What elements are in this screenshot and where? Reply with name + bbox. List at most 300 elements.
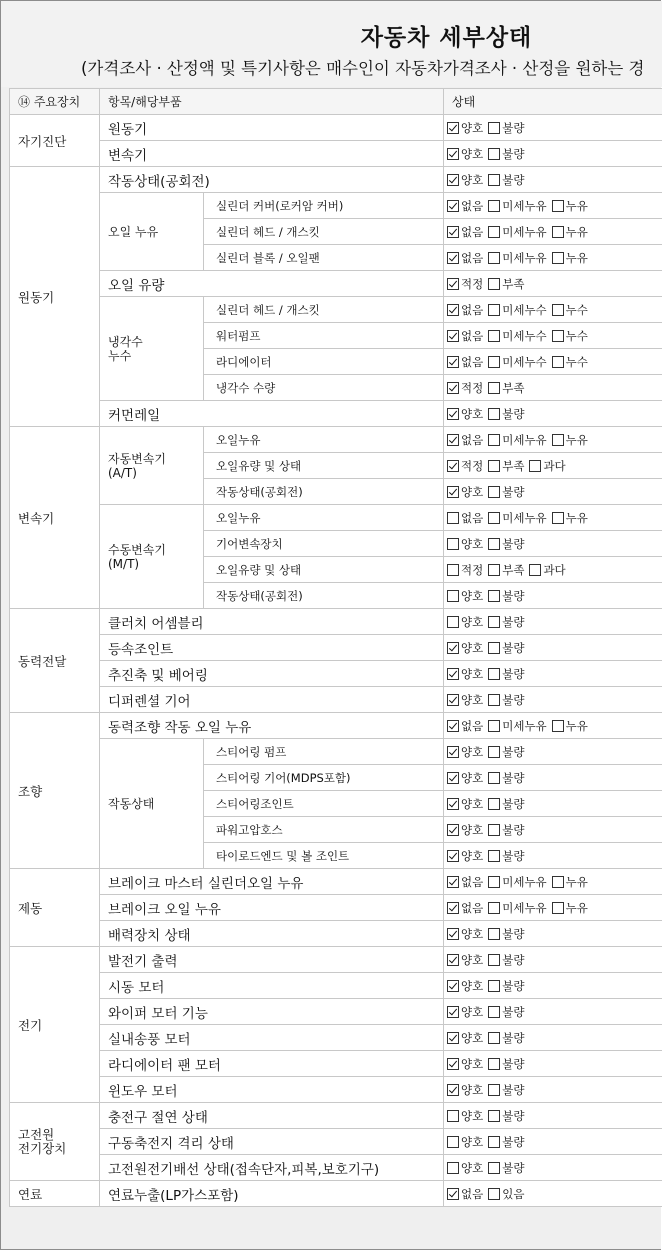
status-option[interactable] — [447, 354, 483, 370]
item-label: 작동상태(공회전) — [204, 583, 444, 609]
status-option-label: 없음 — [461, 510, 484, 525]
item-label: 스티어링조인트 — [204, 791, 444, 817]
status-cell — [444, 1025, 662, 1051]
status-option-label: 있음 — [502, 1186, 525, 1201]
status-option[interactable] — [447, 926, 483, 942]
status-option[interactable] — [488, 1134, 524, 1150]
status-option-label: 없음 — [461, 874, 484, 889]
status-option-label: 미세누유 — [502, 198, 547, 213]
status-option[interactable] — [447, 848, 483, 864]
status-option[interactable] — [488, 406, 524, 422]
checked-checkbox[interactable] — [447, 226, 459, 238]
checked-checkbox[interactable] — [447, 200, 459, 212]
status-option-label: 적정 — [461, 458, 484, 473]
status-option[interactable] — [488, 1004, 524, 1020]
table-row — [10, 505, 662, 531]
status-cell — [444, 453, 662, 479]
item-label: 워터펌프 — [204, 323, 444, 349]
checked-checkbox[interactable] — [447, 304, 459, 316]
status-option-label: 불량 — [502, 172, 525, 187]
page-subtitle: (가격조사 · 산정액 및 특기사항은 매수인이 자동차가격조사 · 산정을 원하는 경 — [81, 59, 645, 78]
checkbox[interactable] — [488, 304, 500, 316]
status-option-label: 불량 — [502, 822, 525, 837]
status-option[interactable] — [447, 458, 483, 474]
table-row — [10, 713, 662, 739]
status-option[interactable] — [447, 224, 483, 240]
checkbox[interactable] — [488, 122, 500, 134]
table-row — [10, 973, 662, 999]
checked-checkbox[interactable] — [447, 980, 459, 992]
checked-checkbox[interactable] — [447, 278, 459, 290]
checkbox[interactable] — [488, 772, 500, 784]
status-option[interactable] — [488, 796, 524, 812]
status-option[interactable] — [488, 250, 546, 266]
status-option-label: 누유 — [565, 250, 588, 265]
status-option[interactable] — [447, 640, 483, 656]
item-label: 발전기 출력 — [100, 947, 444, 973]
status-option[interactable] — [447, 198, 483, 214]
checkbox[interactable] — [529, 460, 541, 472]
item-label: 연료누출(LP가스포함) — [100, 1181, 444, 1207]
status-option[interactable] — [552, 328, 588, 344]
status-option[interactable] — [447, 146, 483, 162]
status-option[interactable] — [488, 900, 546, 916]
checkbox[interactable] — [488, 408, 500, 420]
item-label: 파워고압호스 — [204, 817, 444, 843]
status-option[interactable] — [488, 952, 524, 968]
checked-checkbox[interactable] — [447, 824, 459, 836]
checkbox[interactable] — [488, 928, 500, 940]
checkbox[interactable] — [488, 824, 500, 836]
status-option[interactable] — [488, 458, 524, 474]
status-option[interactable] — [488, 224, 546, 240]
checked-checkbox[interactable] — [447, 1032, 459, 1044]
status-option[interactable] — [488, 536, 524, 552]
status-option[interactable] — [447, 874, 483, 890]
status-option-label: 없음 — [461, 302, 484, 317]
status-option[interactable] — [447, 120, 483, 136]
status-option-label: 미세누유 — [502, 900, 547, 915]
checked-checkbox[interactable] — [447, 928, 459, 940]
status-cell — [444, 661, 662, 687]
status-option[interactable] — [447, 1160, 483, 1176]
status-option[interactable] — [488, 1082, 524, 1098]
status-option[interactable] — [447, 1056, 483, 1072]
checkbox[interactable] — [488, 1084, 500, 1096]
status-option[interactable] — [447, 380, 483, 396]
item-label: 등속조인트 — [100, 635, 444, 661]
status-cell — [444, 349, 662, 375]
checkbox[interactable] — [488, 954, 500, 966]
item-label: 실린더 블록 / 오일팬 — [204, 245, 444, 271]
checkbox[interactable] — [488, 512, 500, 524]
status-option-label: 적정 — [461, 276, 484, 291]
status-option[interactable] — [488, 692, 524, 708]
checkbox[interactable] — [488, 200, 500, 212]
checkbox[interactable] — [488, 616, 500, 628]
status-option[interactable] — [488, 1108, 524, 1124]
checkbox[interactable] — [488, 746, 500, 758]
status-option[interactable] — [488, 198, 546, 214]
checkbox[interactable] — [552, 512, 564, 524]
item-label: 라디에이터 — [204, 349, 444, 375]
table-row — [10, 141, 662, 167]
checkbox[interactable] — [488, 902, 500, 914]
status-option[interactable] — [552, 510, 588, 526]
checkbox[interactable] — [552, 876, 564, 888]
checkbox[interactable] — [488, 1162, 500, 1174]
checkbox[interactable] — [447, 590, 459, 602]
table-row — [10, 947, 662, 973]
checkbox[interactable] — [488, 798, 500, 810]
status-cell — [444, 427, 662, 453]
checked-checkbox[interactable] — [447, 746, 459, 758]
checkbox[interactable] — [552, 252, 564, 264]
checkbox[interactable] — [488, 382, 500, 394]
status-option-label: 불량 — [502, 536, 525, 551]
status-option[interactable] — [447, 718, 483, 734]
checked-checkbox[interactable] — [447, 460, 459, 472]
status-option-label: 양호 — [461, 1108, 484, 1123]
status-option[interactable] — [447, 588, 483, 604]
checkbox[interactable] — [488, 148, 500, 160]
checkbox[interactable] — [488, 226, 500, 238]
status-cell — [444, 323, 662, 349]
checkbox[interactable] — [488, 694, 500, 706]
checkbox[interactable] — [447, 1162, 459, 1174]
status-option-label: 불량 — [502, 978, 525, 993]
status-option-label: 누수 — [565, 302, 588, 317]
status-option[interactable] — [447, 484, 483, 500]
status-option[interactable] — [488, 1160, 524, 1176]
status-option[interactable] — [488, 328, 546, 344]
status-option[interactable] — [447, 1108, 483, 1124]
checkbox[interactable] — [552, 434, 564, 446]
status-option[interactable] — [447, 1134, 483, 1150]
item-label: 배력장치 상태 — [100, 921, 444, 947]
status-option[interactable] — [447, 796, 483, 812]
checkbox[interactable] — [447, 512, 459, 524]
table-row — [10, 1155, 662, 1181]
status-option-label: 양호 — [461, 744, 484, 759]
status-option-label: 없음 — [461, 250, 484, 265]
status-option-label: 불량 — [502, 406, 525, 421]
checkbox[interactable] — [552, 226, 564, 238]
status-option[interactable] — [488, 302, 546, 318]
checkbox[interactable] — [488, 668, 500, 680]
item-label: 클러치 어셈블리 — [100, 609, 444, 635]
checkbox[interactable] — [488, 564, 500, 576]
checkbox[interactable] — [447, 538, 459, 550]
checkbox[interactable] — [447, 1110, 459, 1122]
status-option[interactable] — [552, 900, 588, 916]
checkbox[interactable] — [488, 876, 500, 888]
status-option[interactable] — [488, 614, 524, 630]
status-option-label: 미세누유 — [502, 224, 547, 239]
checked-checkbox[interactable] — [447, 902, 459, 914]
checked-checkbox[interactable] — [447, 122, 459, 134]
checkbox[interactable] — [488, 1058, 500, 1070]
status-option-label: 양호 — [461, 978, 484, 993]
item-label: 변속기 — [100, 141, 444, 167]
checked-checkbox[interactable] — [447, 434, 459, 446]
checkbox[interactable] — [488, 590, 500, 602]
status-option[interactable] — [488, 1056, 524, 1072]
status-option[interactable] — [447, 978, 483, 994]
checked-checkbox[interactable] — [447, 148, 459, 160]
group-self-diagnosis: 자기진단 — [10, 115, 100, 167]
status-option[interactable] — [488, 588, 524, 604]
table-row — [10, 1181, 662, 1207]
checked-checkbox[interactable] — [447, 1188, 459, 1200]
item-label: 실린더 커버(로커암 커버) — [204, 193, 444, 219]
status-option-label: 불량 — [502, 926, 525, 941]
status-cell — [444, 557, 662, 583]
status-option[interactable] — [488, 1030, 524, 1046]
checked-checkbox[interactable] — [447, 772, 459, 784]
status-option[interactable] — [488, 510, 546, 526]
status-option[interactable] — [488, 1186, 524, 1202]
status-cell — [444, 973, 662, 999]
status-option[interactable] — [552, 302, 588, 318]
status-option-label: 없음 — [461, 432, 484, 447]
checked-checkbox[interactable] — [447, 330, 459, 342]
status-option[interactable] — [447, 510, 483, 526]
status-cell — [444, 947, 662, 973]
checked-checkbox[interactable] — [447, 1058, 459, 1070]
item-label: 오일 유량 — [100, 271, 444, 297]
checkbox[interactable] — [529, 564, 541, 576]
checked-checkbox[interactable] — [447, 798, 459, 810]
checkbox[interactable] — [488, 1188, 500, 1200]
checkbox[interactable] — [488, 174, 500, 186]
checkbox[interactable] — [552, 330, 564, 342]
checked-checkbox[interactable] — [447, 1084, 459, 1096]
status-option-label: 불량 — [502, 146, 525, 161]
status-option[interactable] — [488, 562, 524, 578]
status-option[interactable] — [447, 1030, 483, 1046]
status-option-label: 불량 — [502, 1160, 525, 1175]
status-option-label: 미세누유 — [502, 510, 547, 525]
status-option-label: 양호 — [461, 1030, 484, 1045]
status-option[interactable] — [447, 744, 483, 760]
checked-checkbox[interactable] — [447, 1006, 459, 1018]
status-cell — [444, 895, 662, 921]
status-option-label: 불량 — [502, 770, 525, 785]
checkbox[interactable] — [488, 980, 500, 992]
item-label: 실내송풍 모터 — [100, 1025, 444, 1051]
status-option[interactable] — [447, 614, 483, 630]
status-option[interactable] — [447, 172, 483, 188]
checkbox[interactable] — [552, 720, 564, 732]
checkbox[interactable] — [488, 486, 500, 498]
checked-checkbox[interactable] — [447, 252, 459, 264]
table-header-row — [10, 89, 662, 115]
table-row — [10, 921, 662, 947]
status-option[interactable] — [447, 900, 483, 916]
item-label: 오일누유 — [204, 427, 444, 453]
status-option[interactable] — [447, 432, 483, 448]
status-option[interactable] — [552, 874, 588, 890]
checkbox[interactable] — [488, 1136, 500, 1148]
status-option[interactable] — [488, 120, 524, 136]
table-row — [10, 1025, 662, 1051]
status-option[interactable] — [488, 354, 546, 370]
status-option-label: 불량 — [502, 744, 525, 759]
status-option[interactable] — [488, 276, 524, 292]
item-label: 윈도우 모터 — [100, 1077, 444, 1103]
status-cell — [444, 531, 662, 557]
status-option-label: 양호 — [461, 172, 484, 187]
item-label: 스티어링 펌프 — [204, 739, 444, 765]
status-option-label: 양호 — [461, 822, 484, 837]
checkbox[interactable] — [488, 642, 500, 654]
header-major-device: ⑭ 주요장치 — [10, 89, 100, 115]
table-row — [10, 1051, 662, 1077]
checked-checkbox[interactable] — [447, 954, 459, 966]
checked-checkbox[interactable] — [447, 486, 459, 498]
status-option[interactable] — [447, 302, 483, 318]
checkbox[interactable] — [488, 278, 500, 290]
item-label: 작동상태(공회전) — [204, 479, 444, 505]
status-option[interactable] — [488, 926, 524, 942]
subgroup-automatic-label: 자동변속기 (A/T) — [108, 451, 166, 480]
status-option-label: 양호 — [461, 614, 484, 629]
checkbox[interactable] — [447, 564, 459, 576]
item-label: 동력조향 작동 오일 누유 — [100, 713, 444, 739]
status-option[interactable] — [488, 432, 546, 448]
checkbox[interactable] — [552, 902, 564, 914]
checkbox[interactable] — [488, 538, 500, 550]
checkbox[interactable] — [488, 434, 500, 446]
status-option-label: 없음 — [461, 198, 484, 213]
status-option-label: 양호 — [461, 1134, 484, 1149]
status-option[interactable] — [488, 744, 524, 760]
checked-checkbox[interactable] — [447, 382, 459, 394]
status-option[interactable] — [488, 666, 524, 682]
status-option[interactable] — [488, 146, 524, 162]
status-cell — [444, 817, 662, 843]
checked-checkbox[interactable] — [447, 694, 459, 706]
table-row — [10, 687, 662, 713]
status-cell — [444, 245, 662, 271]
checkbox[interactable] — [488, 460, 500, 472]
checked-checkbox[interactable] — [447, 720, 459, 732]
status-option[interactable] — [447, 328, 483, 344]
status-option[interactable] — [488, 874, 546, 890]
status-option[interactable] — [488, 978, 524, 994]
checked-checkbox[interactable] — [447, 408, 459, 420]
checked-checkbox[interactable] — [447, 876, 459, 888]
checkbox[interactable] — [488, 1110, 500, 1122]
status-option[interactable] — [447, 250, 483, 266]
status-option[interactable] — [488, 640, 524, 656]
item-label: 오일유량 및 상태 — [204, 453, 444, 479]
status-option[interactable] — [447, 822, 483, 838]
status-option[interactable] — [447, 692, 483, 708]
status-option[interactable] — [447, 562, 483, 578]
status-option[interactable] — [447, 1004, 483, 1020]
checkbox[interactable] — [488, 1032, 500, 1044]
status-option[interactable] — [447, 536, 483, 552]
status-cell — [444, 1155, 662, 1181]
table-row — [10, 193, 662, 219]
checked-checkbox[interactable] — [447, 174, 459, 186]
checked-checkbox[interactable] — [447, 642, 459, 654]
item-label: 브레이크 오일 누유 — [100, 895, 444, 921]
status-cell — [444, 297, 662, 323]
checkbox[interactable] — [552, 356, 564, 368]
status-cell — [444, 583, 662, 609]
status-option[interactable] — [552, 224, 588, 240]
status-option-label: 불량 — [502, 614, 525, 629]
checked-checkbox[interactable] — [447, 668, 459, 680]
table-row — [10, 115, 662, 141]
status-option-label: 불량 — [502, 1056, 525, 1071]
group-power-transmission: 동력전달 — [10, 609, 100, 713]
status-option[interactable] — [488, 822, 524, 838]
detail-status-table — [9, 88, 662, 1207]
checkbox[interactable] — [488, 252, 500, 264]
status-option[interactable] — [552, 718, 588, 734]
checked-checkbox[interactable] — [447, 356, 459, 368]
report-header — [1, 1, 662, 87]
status-option-label: 양호 — [461, 1160, 484, 1175]
status-option[interactable] — [552, 198, 588, 214]
checkbox[interactable] — [488, 330, 500, 342]
table-row — [10, 999, 662, 1025]
status-option-label: 부족 — [502, 380, 525, 395]
checkbox[interactable] — [447, 616, 459, 628]
status-option[interactable] — [447, 406, 483, 422]
status-cell — [444, 921, 662, 947]
checkbox[interactable] — [488, 720, 500, 732]
status-option[interactable] — [552, 432, 588, 448]
status-option[interactable] — [488, 172, 524, 188]
checkbox[interactable] — [488, 356, 500, 368]
checkbox[interactable] — [488, 850, 500, 862]
checkbox[interactable] — [488, 1006, 500, 1018]
checked-checkbox[interactable] — [447, 850, 459, 862]
status-option[interactable] — [447, 770, 483, 786]
status-cell — [444, 219, 662, 245]
checkbox[interactable] — [552, 200, 564, 212]
status-cell — [444, 115, 662, 141]
status-option[interactable] — [488, 718, 546, 734]
status-option[interactable] — [529, 562, 565, 578]
checkbox[interactable] — [552, 304, 564, 316]
item-label: 구동축전지 격리 상태 — [100, 1129, 444, 1155]
status-cell — [444, 505, 662, 531]
table-row — [10, 609, 662, 635]
status-option[interactable] — [447, 1186, 483, 1202]
status-option[interactable] — [488, 484, 524, 500]
status-option[interactable] — [529, 458, 565, 474]
status-option[interactable] — [447, 952, 483, 968]
status-option[interactable] — [447, 276, 483, 292]
status-option[interactable] — [488, 770, 524, 786]
status-option[interactable] — [552, 250, 588, 266]
status-option[interactable] — [447, 1082, 483, 1098]
status-option[interactable] — [488, 380, 524, 396]
status-option-label: 불량 — [502, 666, 525, 681]
status-option[interactable] — [488, 848, 524, 864]
status-option-label: 불량 — [502, 796, 525, 811]
checkbox[interactable] — [447, 1136, 459, 1148]
item-label: 시동 모터 — [100, 973, 444, 999]
status-option[interactable] — [552, 354, 588, 370]
status-option[interactable] — [447, 666, 483, 682]
